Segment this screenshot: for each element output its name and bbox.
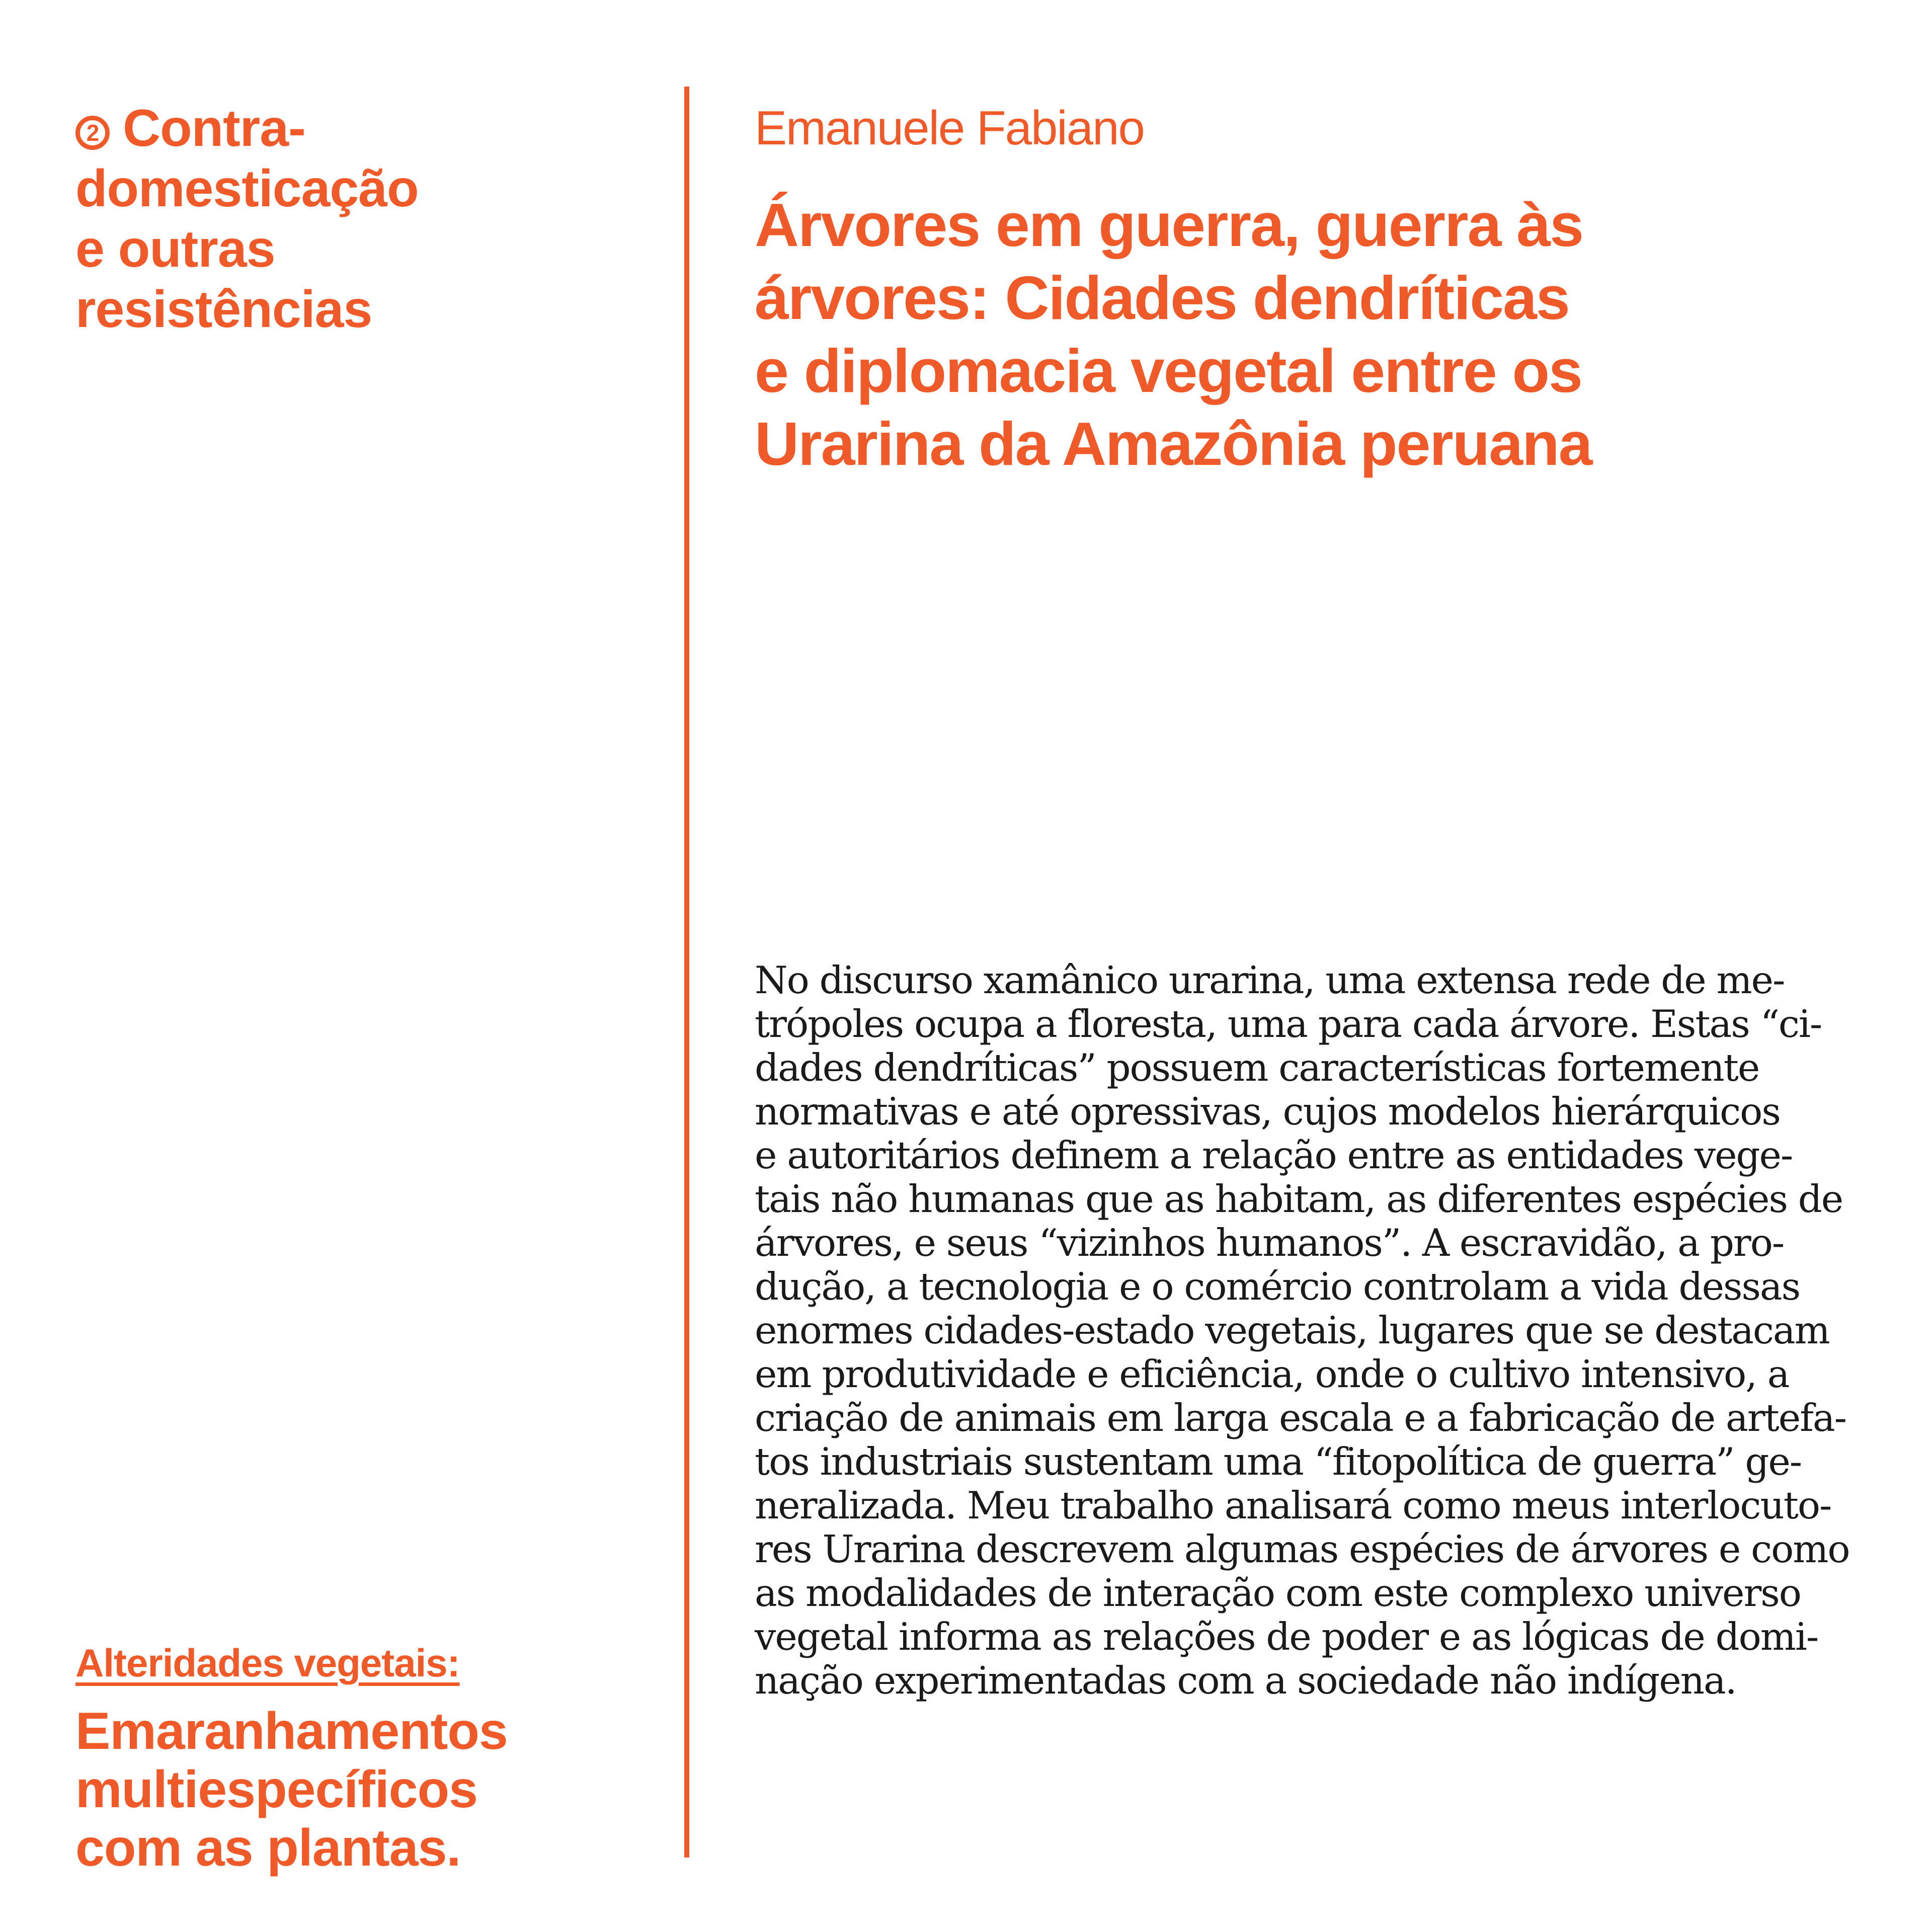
abstract-line: trópoles ocupa a floresta, uma para cada árvore. Estas “ci- [755,1002,1822,1046]
series-title-line: multiespecíficos [75,1760,477,1819]
abstract-line: enormes cidades-estado vegetais, lugares que se destacam [755,1308,1829,1352]
section-title-line: e outras [75,220,275,278]
abstract-line: criação de animais em larga escala e a fabricação de artefa- [755,1396,1846,1440]
series-title [75,1702,654,1877]
article-header [755,98,1862,480]
abstract-line: e autoritários definem a relação entre as entidades vege- [755,1133,1793,1177]
section-title-line: domesticação [75,159,419,218]
abstract-line: dades dendríticas” possuem características fortemente [755,1045,1759,1090]
abstract-line: tais não humanas que as habitam, as diferentes espécies de [755,1177,1843,1221]
section-title [75,98,629,340]
section-number-badge: 2 [75,116,110,150]
abstract-line: dução, a tecnologia e o comércio controlam a vida dessas [755,1264,1800,1309]
abstract-line: No discurso xamânico urarina, uma extensa rede de me- [755,958,1785,1002]
section-title-line: resistências [75,280,372,339]
abstract-line: tos industriais sustentam uma “fitopolítica de guerra” ge- [755,1439,1802,1484]
abstract-line: em produtividade e eficiência, onde o cultivo intensivo, a [755,1352,1789,1396]
abstract-text [755,958,1862,1703]
abstract-line: nação experimentadas com a sociedade não indígena. [755,1658,1736,1703]
section-header [75,98,629,340]
article-title [755,189,1862,480]
abstract-line: vegetal informa as relações de poder e as lógicas de domi- [755,1615,1818,1659]
abstract-line: normativas e até opressivas, cujos modelos hierárquicos [755,1089,1780,1134]
article-title-line: árvores: Cidades dendríticas [755,264,1569,332]
abstract-line: neralizada. Meu trabalho analisará como meus interlocuto- [755,1483,1831,1527]
vertical-divider [684,87,689,1858]
abstract-line: res Urarina descrevem algumas espécies de árvores e como [755,1527,1849,1571]
abstract-line: árvores, e seus “vizinhos humanos”. A escravidão, a pro- [755,1221,1784,1265]
article-title-line: Urarina da Amazônia peruana [755,410,1592,478]
author-name: Emanuele Fabiano [755,101,1144,155]
series-label: Alteridades vegetais: [75,1641,460,1685]
series-title-line: Emaranhamentos [75,1702,508,1760]
article-title-line: Árvores em guerra, guerra às [755,191,1583,259]
abstract-line: as modalidades de interação com este complexo universo [755,1571,1801,1615]
series-title-line: com as plantas. [75,1819,461,1877]
series-block [75,1638,654,1877]
article-title-line: e diplomacia vegetal entre os [755,337,1582,405]
section-title-line: 2 Contra- [75,98,629,158]
